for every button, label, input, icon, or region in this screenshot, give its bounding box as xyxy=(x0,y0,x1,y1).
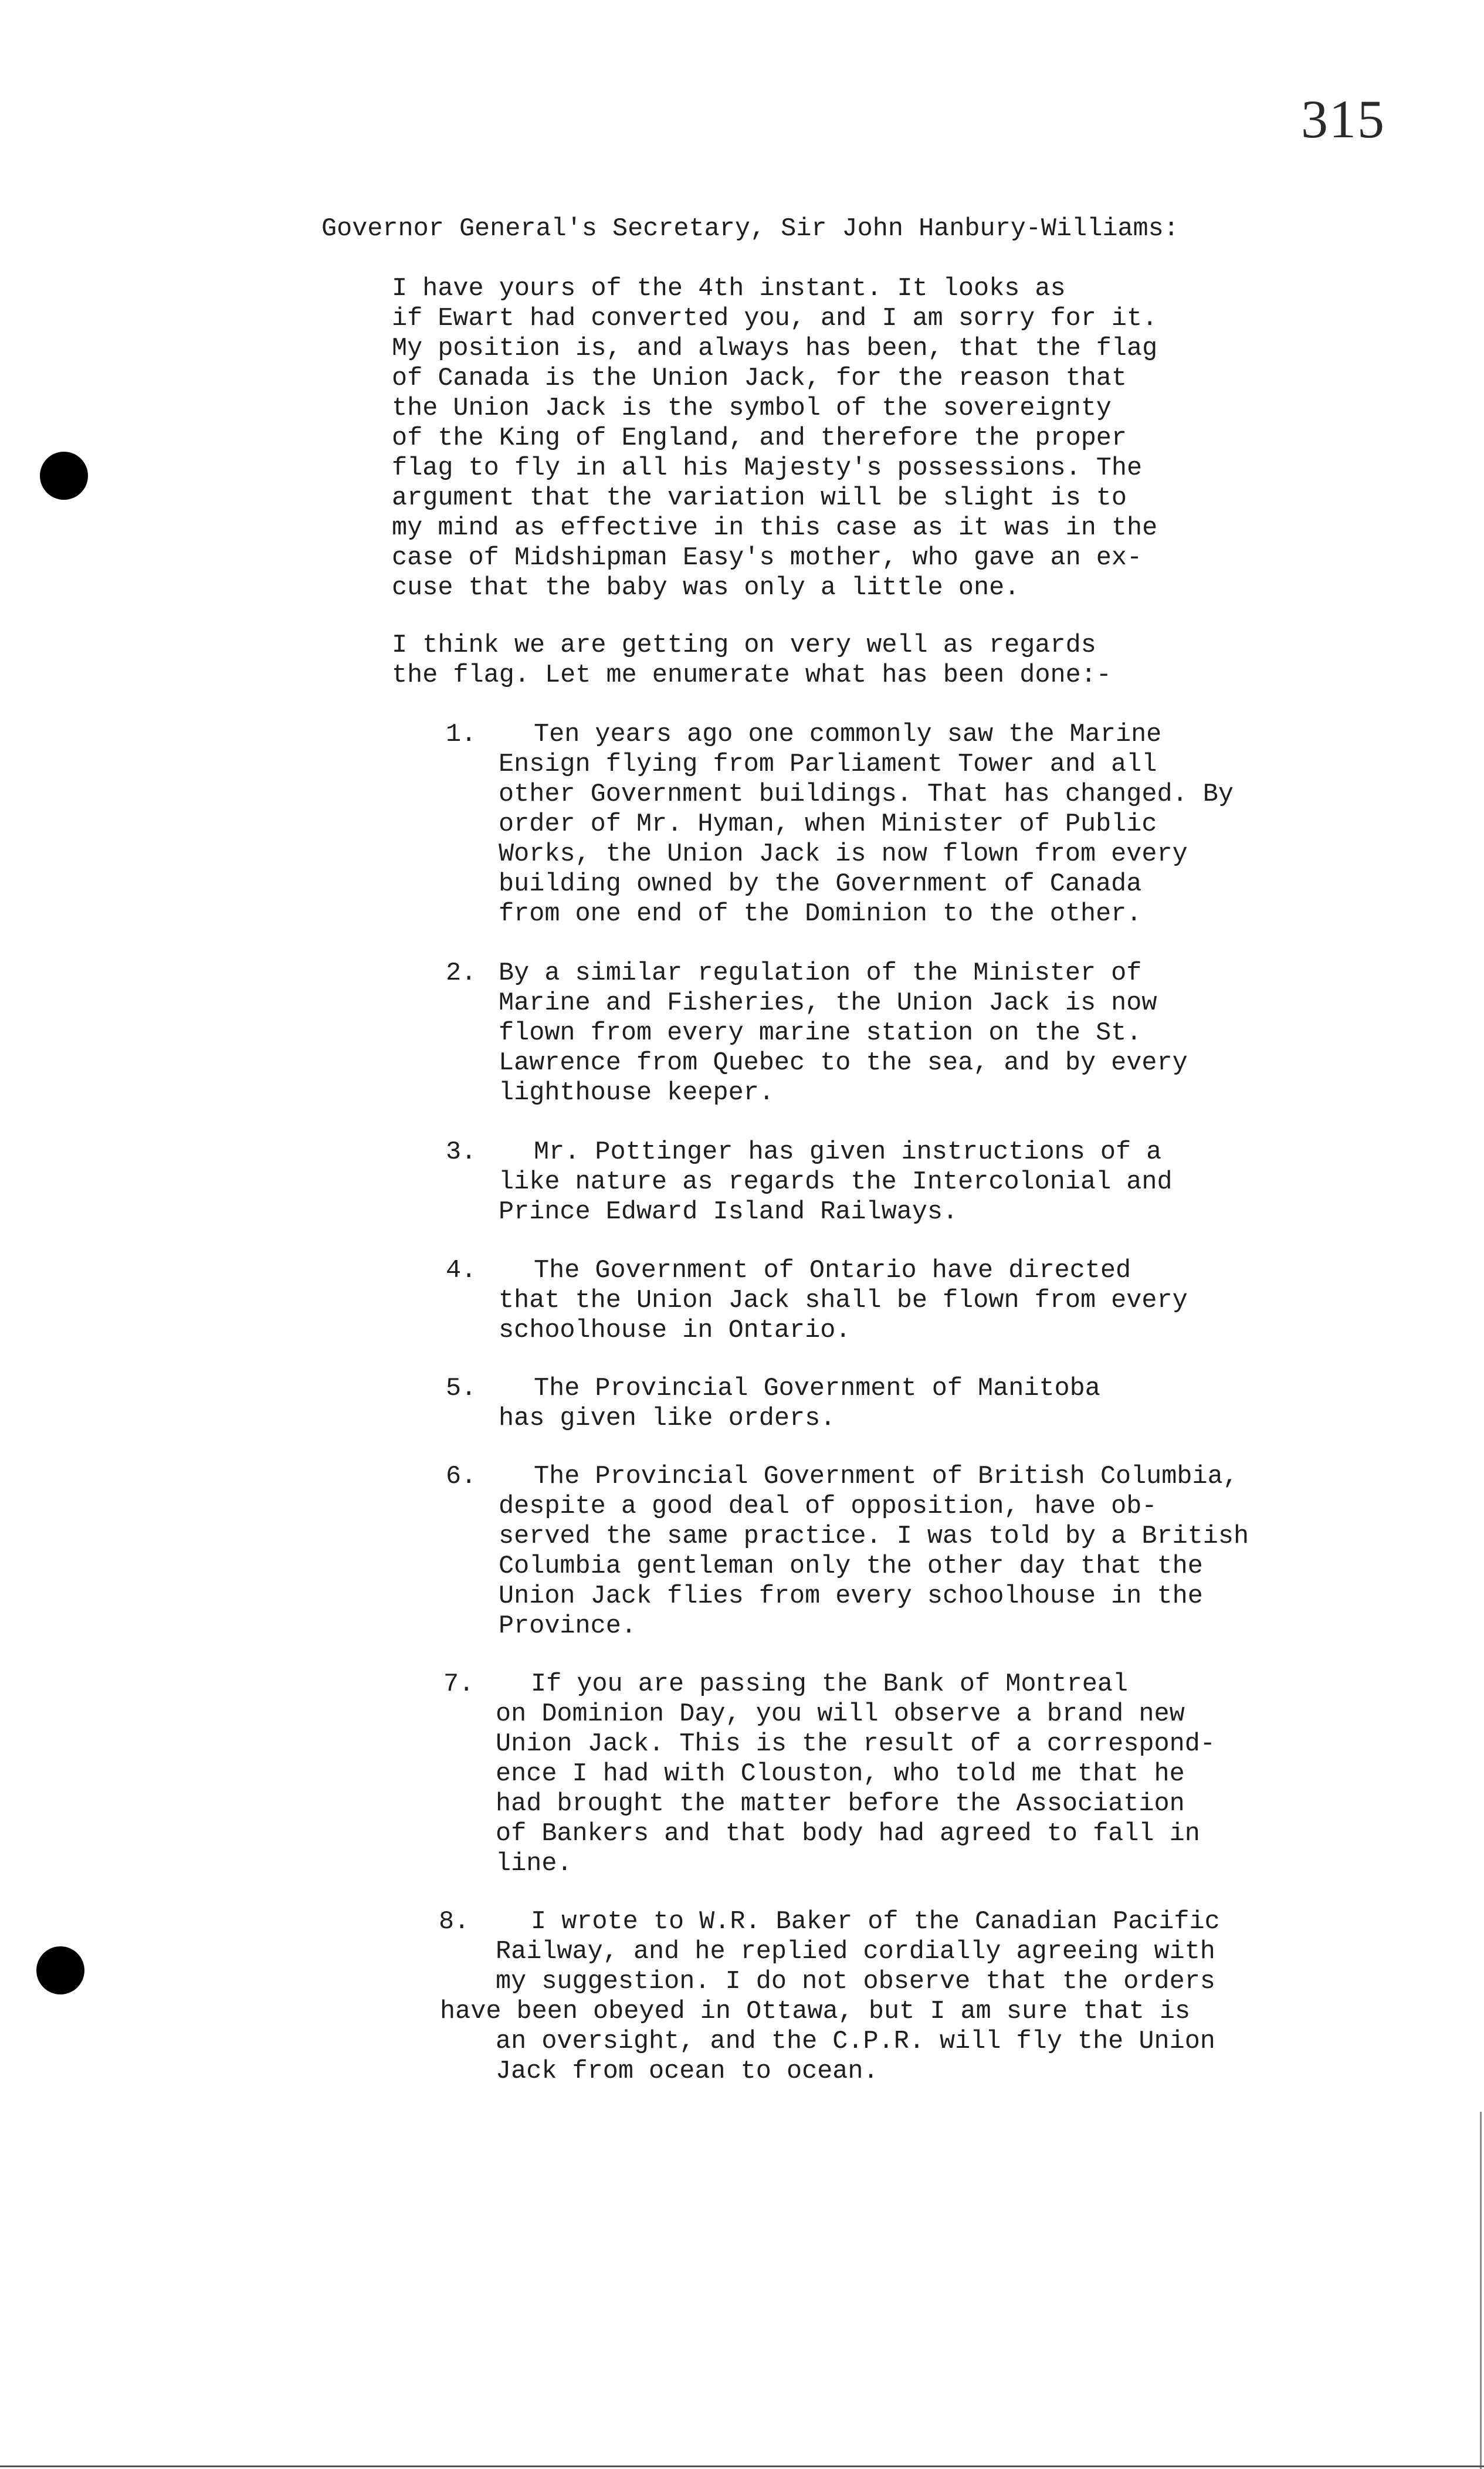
paragraph-1-line: of the King of England, and therefore the proper xyxy=(392,424,1127,453)
list-item-line: from one end of the Dominion to the other. xyxy=(499,900,1142,929)
list-item-line: Ensign flying from Parliament Tower and all xyxy=(499,750,1157,779)
list-item-line: of Bankers and that body had agreed to fall in xyxy=(496,1820,1200,1848)
list-item-line: Province. xyxy=(499,1612,636,1641)
list-item-line: Lawrence from Quebec to the sea, and by every xyxy=(499,1049,1188,1078)
list-item-line: had brought the matter before the Association xyxy=(496,1790,1185,1818)
list-item-line: other Government buildings. That has changed. By xyxy=(499,780,1234,809)
list-item-line: Ten years ago one commonly saw the Marine xyxy=(534,720,1162,749)
list-item-line: an oversight, and the C.P.R. will fly the Union xyxy=(496,2027,1215,2056)
list-item xyxy=(499,720,1234,929)
list-item-number: 5. xyxy=(446,1374,477,1403)
paragraph-1-line: if Ewart had converted you, and I am sorry for it. xyxy=(392,304,1158,333)
list-item-line: Prince Edward Island Railways. xyxy=(499,1198,958,1227)
list-item-line: building owned by the Government of Canada xyxy=(499,870,1142,899)
paragraph-2 xyxy=(392,631,1112,690)
scan-edge-right xyxy=(1480,2112,1482,2469)
paragraph-1-line: I have yours of the 4th instant. It looks as xyxy=(392,275,1066,303)
list-item-line: line. xyxy=(496,1850,572,1878)
punch-hole-top xyxy=(40,452,88,500)
punch-hole-bottom xyxy=(36,1946,84,1994)
list-item xyxy=(499,959,1188,1108)
paragraph-1-line: case of Midshipman Easy's mother, who gave an ex- xyxy=(392,544,1143,573)
list-item-line: I wrote to W.R. Baker of the Canadian Pacific xyxy=(531,1908,1220,1936)
list-item-line: Mr. Pottinger has given instructions of a xyxy=(534,1138,1162,1167)
paragraph-1 xyxy=(392,274,1157,603)
list-item-line: schoolhouse in Ontario. xyxy=(499,1316,851,1345)
list-item-line: ence I had with Clouston, who told me that he xyxy=(496,1760,1185,1789)
list-item xyxy=(499,1256,1188,1346)
list-item-line: order of Mr. Hyman, when Minister of Public xyxy=(499,810,1157,839)
list-item-number: 1. xyxy=(446,720,477,749)
list-item-number: 2. xyxy=(446,959,477,988)
list-item-number: 3. xyxy=(446,1138,477,1167)
list-item-line: Columbia gentleman only the other day that the xyxy=(499,1552,1203,1581)
list-item-line: that the Union Jack shall be flown from every xyxy=(499,1286,1188,1315)
list-item-number: 7. xyxy=(443,1670,475,1699)
list-item-line: If you are passing the Bank of Montreal xyxy=(531,1670,1129,1699)
list-item-line: on Dominion Day, you will observe a brand new xyxy=(496,1700,1185,1729)
list-item xyxy=(499,1462,1249,1641)
paragraph-1-line: of Canada is the Union Jack, for the reason that xyxy=(392,364,1127,393)
list-item-number: 6. xyxy=(446,1462,477,1491)
list-item xyxy=(496,1669,1215,1879)
paragraph-1-line: my mind as effective in this case as it was in the xyxy=(392,514,1158,543)
list-item-line: like nature as regards the Intercolonial and xyxy=(499,1168,1173,1197)
list-item-line: have been obeyed in Ottawa, but I am sure that is xyxy=(440,1997,1191,2026)
list-item-line: Union Jack. This is the result of a correspond- xyxy=(496,1730,1215,1759)
list-item-line: my suggestion. I do not observe that the orders xyxy=(496,1967,1215,1996)
list-item-number: 8. xyxy=(439,1908,470,1936)
scan-edge-bottom xyxy=(0,2465,1484,2467)
paragraph-1-line: My position is, and always has been, that the flag xyxy=(392,334,1158,363)
list-item-number: 4. xyxy=(446,1256,477,1285)
list-item-line: Union Jack flies from every schoolhouse in the xyxy=(499,1582,1203,1611)
salutation: Governor General's Secretary, Sir John Hanbury-Williams: xyxy=(321,215,1179,243)
list-item-line: Works, the Union Jack is now flown from every xyxy=(499,840,1188,869)
paragraph-1-line: the Union Jack is the symbol of the sovereignty xyxy=(392,394,1112,423)
list-item xyxy=(440,1907,1220,2087)
list-item xyxy=(499,1374,1100,1434)
paragraph-2-line: I think we are getting on very well as regards xyxy=(392,631,1096,660)
paragraph-1-line: cuse that the baby was only a little one. xyxy=(392,574,1020,602)
list-item-line: The Provincial Government of British Columbia, xyxy=(534,1462,1238,1491)
list-item xyxy=(499,1137,1173,1227)
list-item-line: has given like orders. xyxy=(499,1404,836,1433)
page-number: 315 xyxy=(1301,89,1385,149)
paragraph-1-line: argument that the variation will be slight is to xyxy=(392,484,1127,513)
list-item-line: Railway, and he replied cordially agreeing with xyxy=(496,1938,1215,1966)
paragraph-2-line: the flag. Let me enumerate what has been done:- xyxy=(392,661,1112,690)
list-item-line: Marine and Fisheries, the Union Jack is now xyxy=(499,989,1157,1018)
paragraph-1-line: flag to fly in all his Majesty's possessions. The xyxy=(392,454,1143,483)
list-item-line: Jack from ocean to ocean. xyxy=(496,2057,879,2086)
list-item-line: The Government of Ontario have directed xyxy=(534,1256,1131,1285)
list-item-line: despite a good deal of opposition, have ob- xyxy=(499,1492,1157,1521)
list-item-line: flown from every marine station on the St. xyxy=(499,1019,1142,1048)
list-item-line: served the same practice. I was told by a British xyxy=(499,1522,1249,1551)
list-item-line: The Provincial Government of Manitoba xyxy=(534,1374,1100,1403)
list-item-line: By a similar regulation of the Minister of xyxy=(499,959,1142,988)
list-item-line: lighthouse keeper. xyxy=(499,1079,774,1108)
